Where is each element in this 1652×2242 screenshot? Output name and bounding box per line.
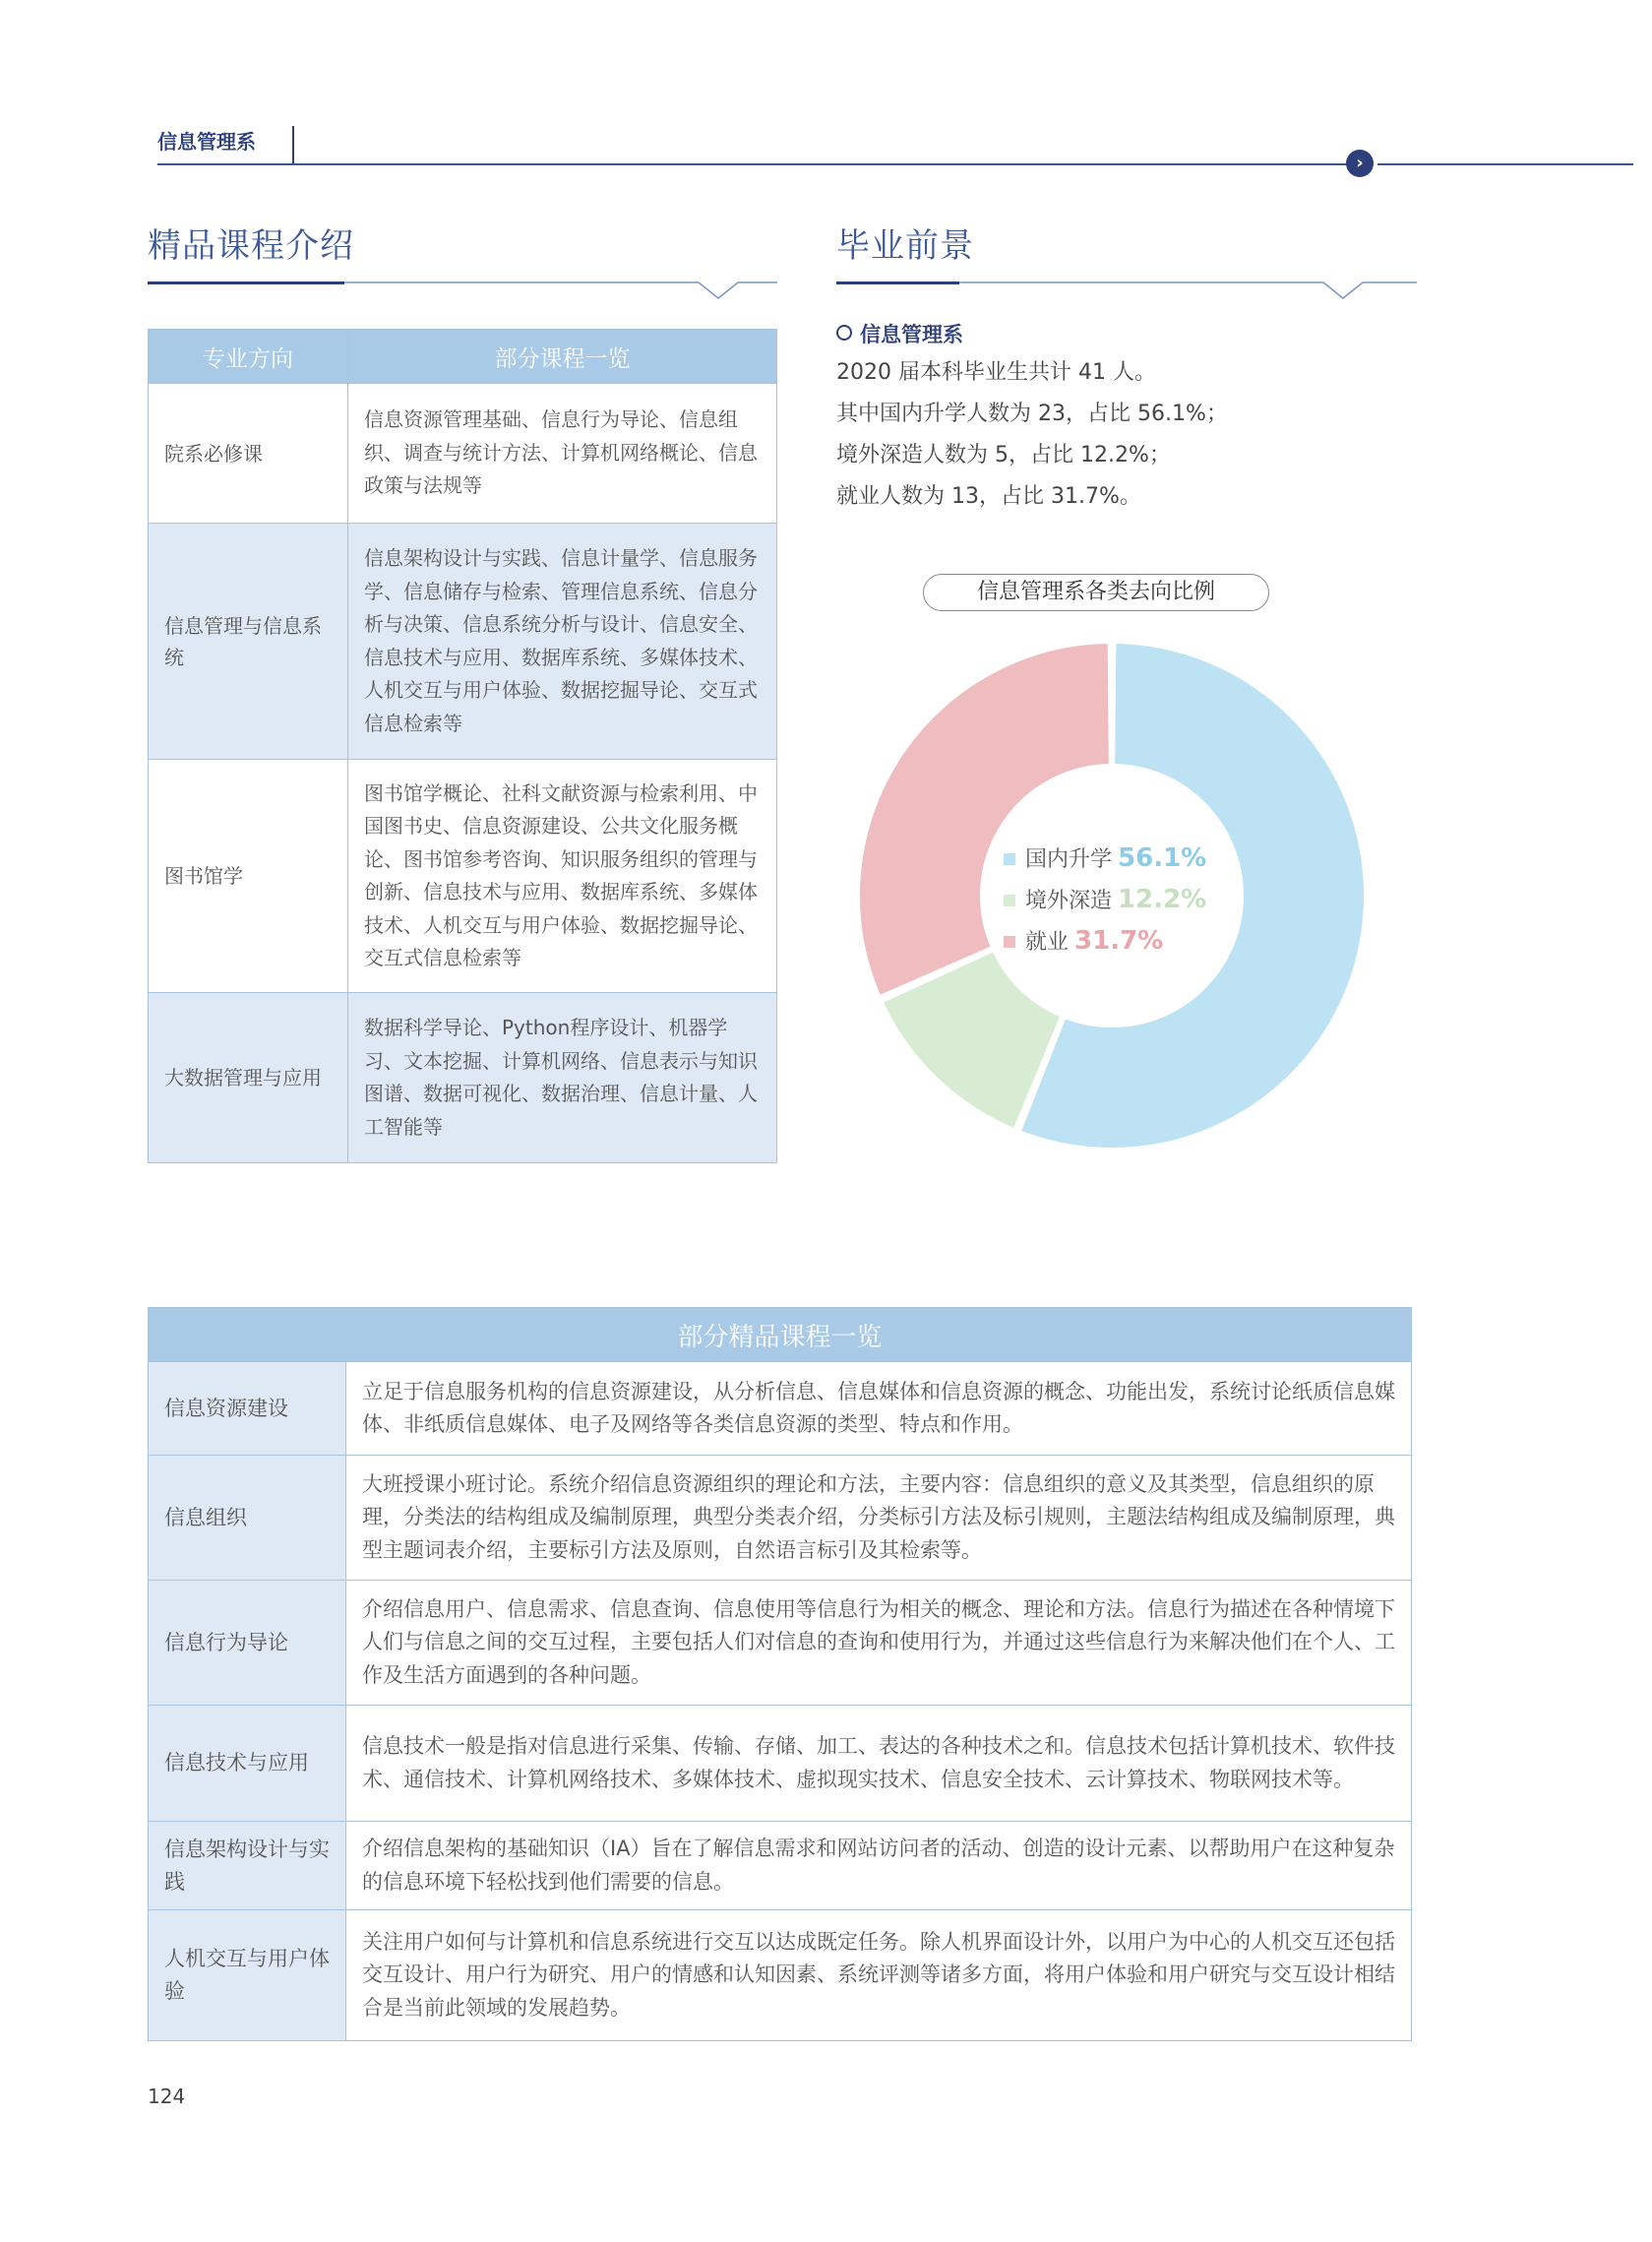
course-name-cell: 人机交互与用户体验 [149,1910,346,2041]
legend-value: 12.2% [1118,885,1207,914]
legend-label: 国内升学 [1025,847,1113,872]
direction-cell: 信息管理与信息系统 [149,524,348,760]
course-list-cell: 图书馆学概论、社科文献资源与检索利用、中国图书史、信息资源建设、公共文化服务概论、图书馆参考咨询、知识服务组织的管理与创新、信息技术与应用、数据库系统、多媒体技术、人机交互与用户体验、数据挖掘导论、交互式信息检索等 [348,760,777,993]
legend-label: 境外深造 [1025,889,1113,913]
course-desc-cell: 介绍信息架构的基础知识（IA）旨在了解信息需求和网站访问者的活动、创造的设计元素、以帮助用户在这种复杂的信息环境下轻松找到他们需要的信息。 [346,1822,1412,1910]
graduation-stat-line: 境外深造人数为 5，占比 12.2%； [836,443,1171,467]
table-row [149,760,777,993]
course-name-cell: 信息资源建设 [149,1362,346,1456]
legend-swatch [1004,853,1015,865]
courses-title-rule [148,276,777,303]
table-row [149,993,777,1163]
course-desc-cell: 信息技术一般是指对信息进行采集、传输、存储、加工、表达的各种技术之和。信息技术包括计算机技术、软件技术、通信技术、计算机网络技术、多媒体技术、虚拟现实技术、信息安全技术、云计算技术、物联网技术等。 [346,1706,1412,1822]
course-name-cell: 信息组织 [149,1456,346,1581]
course-list-cell: 数据科学导论、Python程序设计、机器学习、文本挖掘、计算机网络、信息表示与知识图谱、数据可视化、数据治理、信息计量、人工智能等 [348,993,777,1163]
course-desc-cell: 大班授课小班讨论。系统介绍信息资源组织的理论和方法，主要内容：信息组织的意义及其类型，信息组织的原理，分类法的结构组成及编制原理，典型分类表介绍，分类标引方法及标引规则，主题法结构组成及编制原理，典型主题词表介绍，主要标引方法及原则，自然语言标引及其检索等。 [346,1456,1412,1581]
course-desc-cell: 关注用户如何与计算机和信息系统进行交互以达成既定任务。除人机界面设计外，以用户为中心的人机交互还包括交互设计、用户行为研究、用户的情感和认知因素、系统评测等诸多方面，将用户体验和用户研究与交互设计相结合是当前此领域的发展趋势。 [346,1910,1412,2041]
course-list-cell: 信息资源管理基础、信息行为导论、信息组织、调查与统计方法、计算机网络概论、信息政策与法规等 [348,384,777,524]
table-row [149,1910,1412,2041]
course-name-cell: 信息架构设计与实践 [149,1822,346,1910]
header-divider [292,126,294,163]
graduation-subtitle [836,319,963,348]
page-number: 124 [148,2085,186,2108]
legend-value: 56.1% [1118,843,1207,873]
table-row [149,524,777,760]
chevron-right-icon: › [1346,150,1374,177]
course-direction-table [148,329,777,1163]
header-rule-tail [1377,163,1633,165]
direction-cell: 大数据管理与应用 [149,993,348,1163]
legend-swatch [1004,895,1015,906]
course-name-cell: 信息技术与应用 [149,1706,346,1822]
direction-cell: 院系必修课 [149,384,348,524]
graduation-stat-line: 其中国内升学人数为 23，占比 56.1%； [836,402,1228,426]
course-desc-cell: 立足于信息服务机构的信息资源建设，从分析信息、信息媒体和信息资源的概念、功能出发，系统讨论纸质信息媒体、非纸质信息媒体、电子及网络等各类信息资源的类型、特点和作用。 [346,1362,1412,1456]
legend-label: 就业 [1025,930,1070,955]
legend-value: 31.7% [1074,926,1164,956]
legend-item [1004,921,1206,963]
chart-title: 信息管理系各类去向比例 [923,574,1269,611]
table-row [149,1706,1412,1822]
table-row [149,1362,1412,1456]
legend-item [1004,880,1206,921]
graduation-title-rule [836,276,1417,303]
chart-legend [1004,839,1206,963]
header-rule [157,163,1358,165]
fine-courses-table [148,1307,1412,2041]
table-row [149,1456,1412,1581]
legend-item [1004,839,1206,880]
graduation-stat-line: 2020 届本科毕业生共计 41 人。 [836,360,1156,385]
column-header-courses: 部分课程一览 [348,330,777,384]
column-header-direction: 专业方向 [149,330,348,384]
courses-section-title: 精品课程介绍 [148,226,354,266]
table-row [149,384,777,524]
course-desc-cell: 介绍信息用户、信息需求、信息查询、信息使用等信息行为相关的概念、理论和方法。信息行为描述在各种情境下人们与信息之间的交互过程，主要包括人们对信息的查询和使用行为，并通过这些信息行为来解决他们在个人、工作及生活方面遇到的各种问题。 [346,1581,1412,1706]
table-row [149,1581,1412,1706]
graduation-stats [836,352,1228,518]
graduation-section-title: 毕业前景 [836,226,974,266]
legend-swatch [1004,936,1015,948]
course-name-cell: 信息行为导论 [149,1581,346,1706]
circle-icon [836,325,852,341]
graduation-stat-line: 就业人数为 13，占比 31.7%。 [836,484,1141,509]
course-list-cell: 信息架构设计与实践、信息计量学、信息服务学、信息储存与检索、管理信息系统、信息分析与决策、信息系统分析与设计、信息安全、信息技术与应用、数据库系统、多媒体技术、人机交互与用户体验、数据挖掘导论、交互式信息检索等 [348,524,777,760]
department-label: 信息管理系 [157,130,256,154]
table-row [149,1822,1412,1910]
fine-courses-title: 部分精品课程一览 [149,1308,1412,1362]
direction-cell: 图书馆学 [149,760,348,993]
graduation-subtitle-text: 信息管理系 [860,323,963,346]
